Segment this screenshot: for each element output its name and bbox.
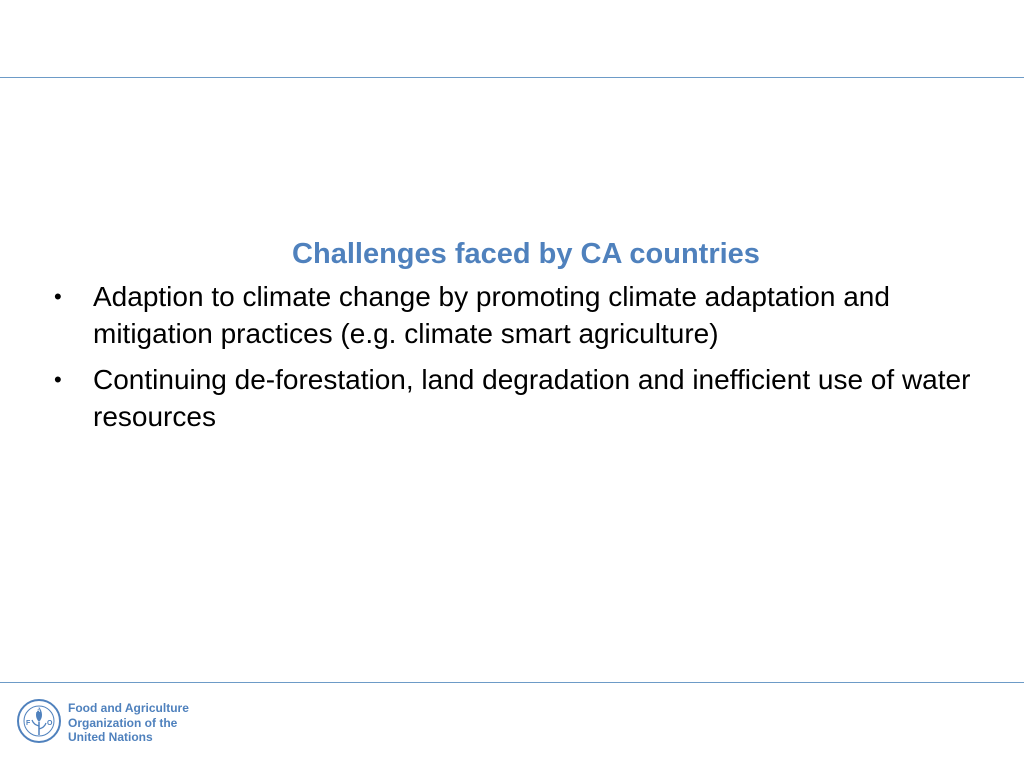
emblem-letter-o: O [47, 720, 53, 727]
emblem-letter-f: F [26, 720, 31, 727]
bullet-item [50, 278, 1000, 352]
fao-emblem-icon [16, 698, 62, 744]
bullet-text: Continuing de-forestation, land degradation and inefficient use of water resources [93, 364, 971, 432]
header-divider [0, 77, 1024, 78]
bullet-icon: • [54, 367, 62, 392]
bullet-icon: • [54, 284, 62, 309]
org-name-line-3: United Nations [68, 730, 153, 744]
bullet-list [50, 278, 1000, 435]
org-name [68, 701, 189, 745]
bullet-item [50, 361, 1000, 435]
slide-heading: Challenges faced by CA countries [292, 238, 760, 270]
slide-content [50, 234, 1000, 444]
footer-divider [0, 682, 1024, 683]
fao-logo [16, 698, 196, 750]
org-name-line-1: Food and Agriculture [68, 701, 189, 715]
emblem-letter-a: A [36, 708, 41, 714]
org-name-line-2: Organization of the [68, 715, 178, 730]
bullet-text: Adaption to climate change by promoting climate adaptation and mitigation practices (e.g. climate smart agriculture) [93, 281, 890, 349]
